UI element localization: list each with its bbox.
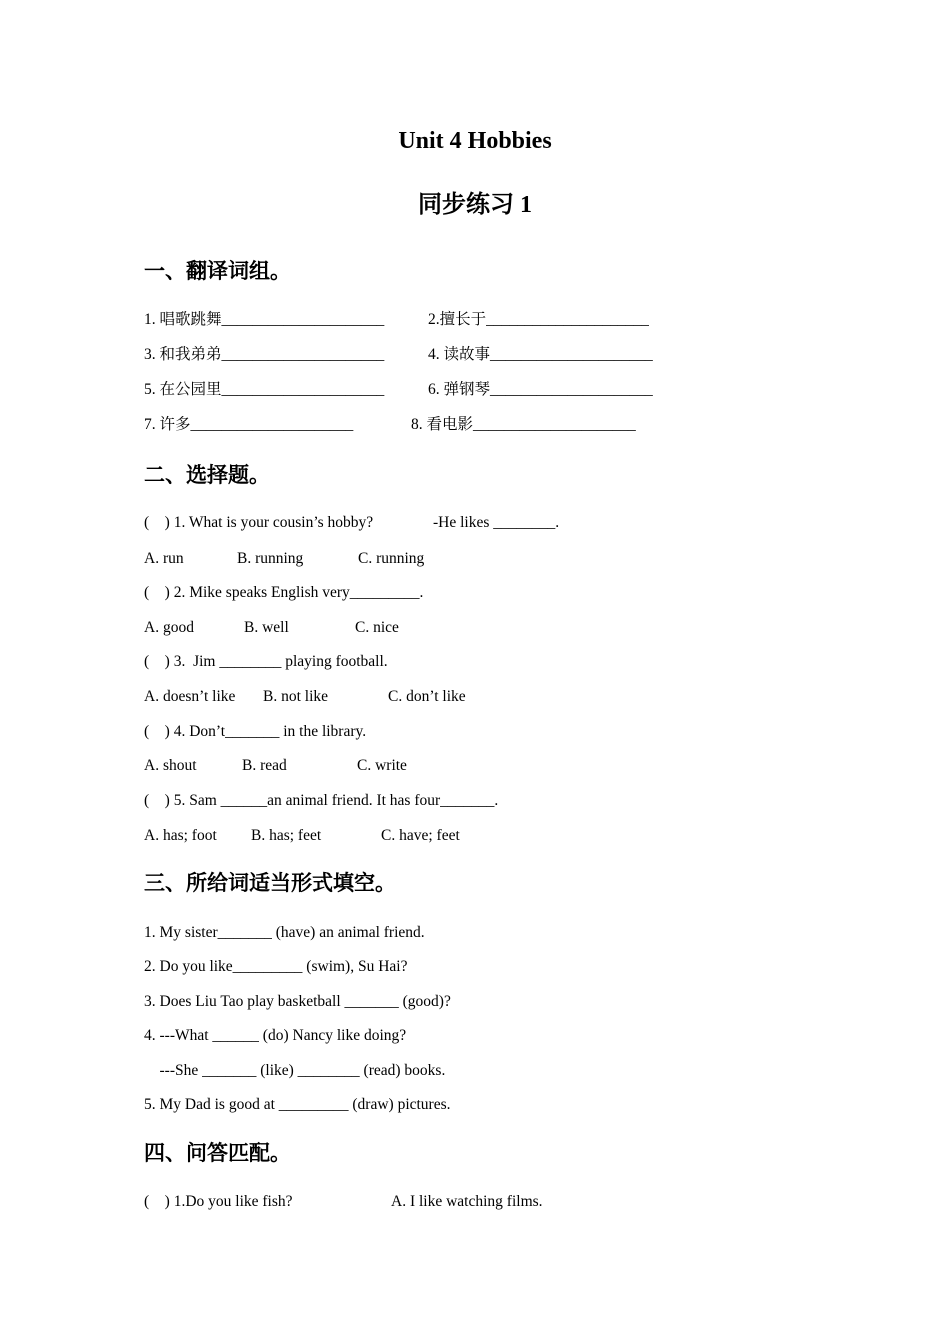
q3-option-b: B. not like xyxy=(263,688,329,705)
q4-stem: ( ) 4. Don’t_______ in the library. xyxy=(144,723,367,740)
q2-option-a: A. good xyxy=(144,619,194,636)
section3-item-4-answer: ---She _______ (like) ________ (read) books. xyxy=(144,1062,446,1079)
q1-option-a: A. run xyxy=(144,550,184,567)
q3-stem: ( ) 3. Jim ________ playing football. xyxy=(144,653,388,670)
q2-option-b: B. well xyxy=(244,619,289,636)
section2-heading: 二、选择题。 xyxy=(144,463,270,487)
section1-item-1: 1. 唱歌跳舞_____________________ xyxy=(144,311,385,328)
q5-option-c: C. have; feet xyxy=(381,827,460,844)
q1-option-b: B. running xyxy=(237,550,304,567)
q3-option-c: C. don’t like xyxy=(388,688,466,705)
q5-option-b: B. has; feet xyxy=(251,827,322,844)
section3-item-1: 1. My sister_______ (have) an animal friend. xyxy=(144,924,425,941)
q1-option-c: C. running xyxy=(358,550,425,567)
section1-item-8: 8. 看电影_____________________ xyxy=(411,416,636,433)
q1-answer-part: -He likes ________. xyxy=(433,514,560,531)
section4-heading: 四、问答匹配。 xyxy=(144,1141,291,1165)
section3-item-5: 5. My Dad is good at _________ (draw) pictures. xyxy=(144,1096,451,1113)
worksheet-subtitle: 同步练习 1 xyxy=(418,192,532,218)
section3-heading: 三、所给词适当形式填空。 xyxy=(144,871,396,895)
q1-stem: ( ) 1. What is your cousin’s hobby? xyxy=(144,514,374,531)
section1-item-7: 7. 许多_____________________ xyxy=(144,416,354,433)
section4-q1-match: A. I like watching films. xyxy=(391,1193,543,1210)
worksheet-title: Unit 4 Hobbies xyxy=(398,128,552,154)
section1-item-6: 6. 弹钢琴_____________________ xyxy=(428,381,653,398)
q5-option-a: A. has; foot xyxy=(144,827,217,844)
section3-item-3: 3. Does Liu Tao play basketball _______ (good)? xyxy=(144,993,451,1010)
q5-stem: ( ) 5. Sam ______an animal friend. It has four_______. xyxy=(144,792,499,809)
section1-item-5: 5. 在公园里_____________________ xyxy=(144,381,385,398)
section4-q1-stem: ( ) 1.Do you like fish? xyxy=(144,1193,293,1210)
q2-stem: ( ) 2. Mike speaks English very_________. xyxy=(144,584,424,601)
section1-heading: 一、翻译词组。 xyxy=(144,259,291,283)
section1-item-3: 3. 和我弟弟_____________________ xyxy=(144,346,385,363)
section3-item-4: 4. ---What ______ (do) Nancy like doing? xyxy=(144,1027,407,1044)
q4-option-a: A. shout xyxy=(144,757,197,774)
q2-option-c: C. nice xyxy=(355,619,399,636)
q3-option-a: A. doesn’t like xyxy=(144,688,236,705)
q4-option-b: B. read xyxy=(242,757,287,774)
section3-item-2: 2. Do you like_________ (swim), Su Hai? xyxy=(144,958,408,975)
section1-item-4: 4. 读故事_____________________ xyxy=(428,346,653,363)
section1-item-2: 2.擅长于_____________________ xyxy=(428,311,649,328)
q4-option-c: C. write xyxy=(357,757,407,774)
